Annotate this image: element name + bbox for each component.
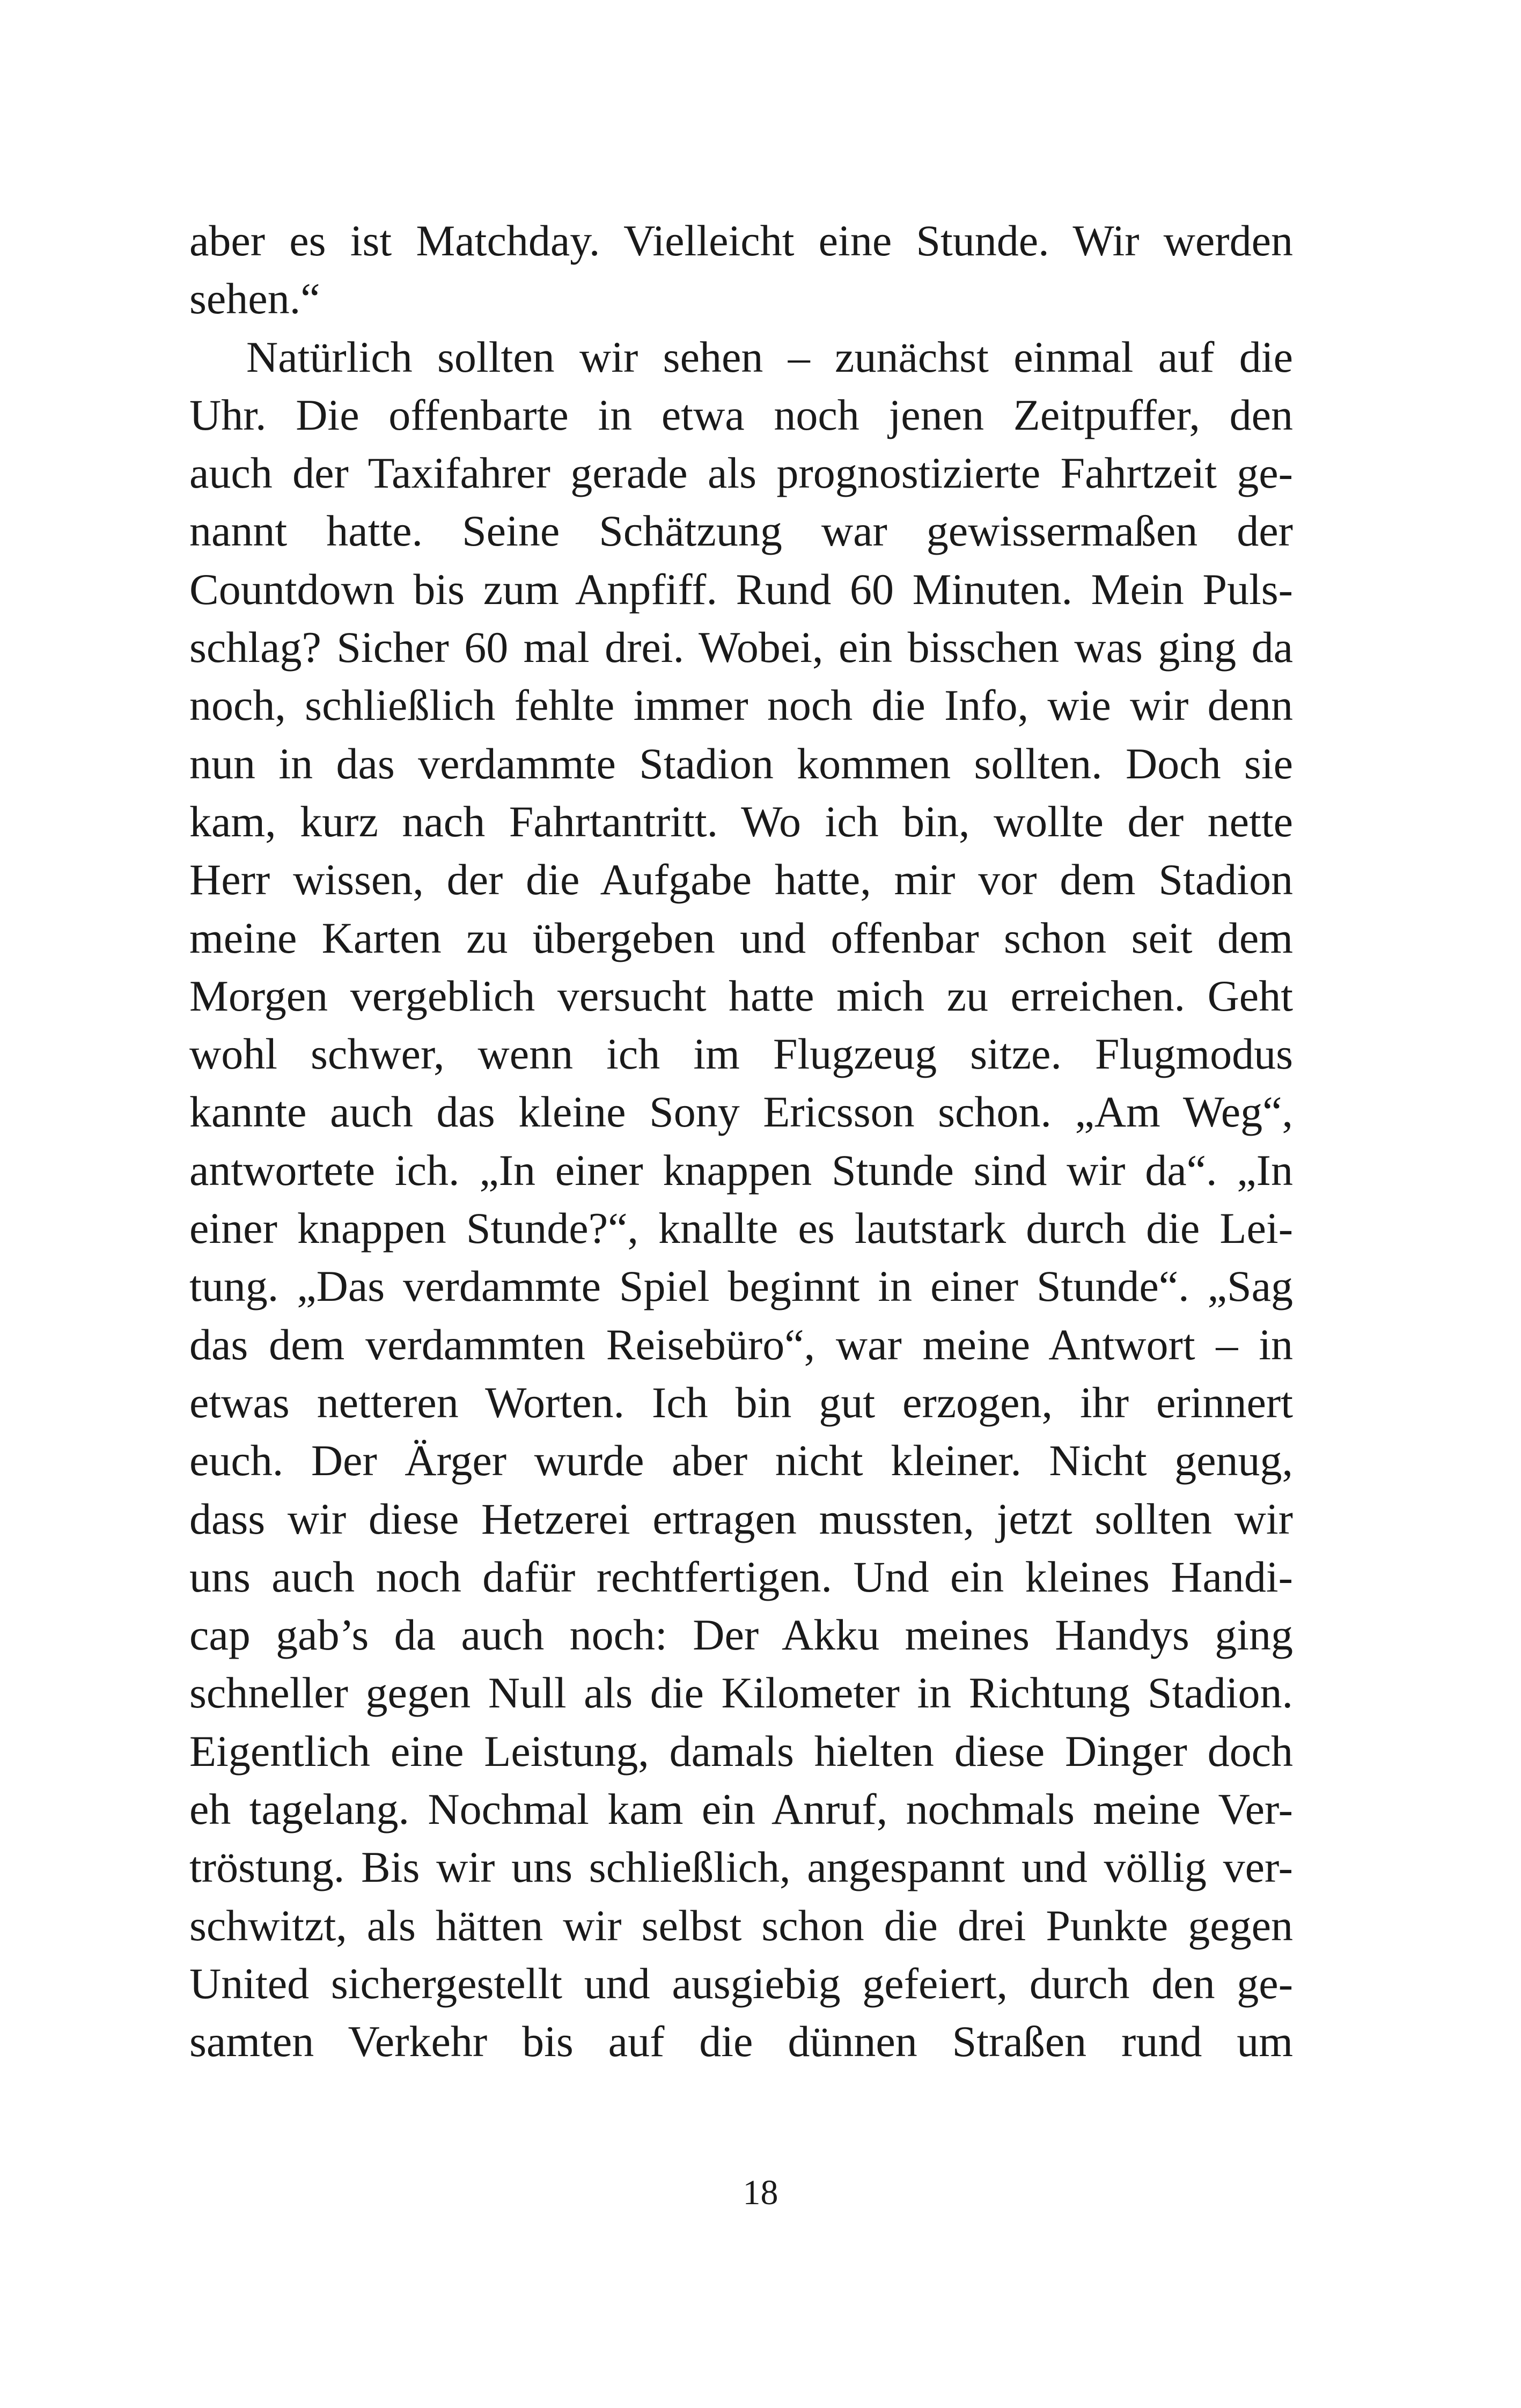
text-line: tung. „Das verdammte Spiel beginnt in einer Stunde“. „Sag (189, 1262, 1293, 1311)
text-line: Countdown bis zum Anpfiff. Rund 60 Minuten. Mein Puls- (189, 564, 1293, 614)
text-line: nun in das verdammte Stadion kommen sollten. Doch sie (189, 739, 1293, 788)
text-line: Uhr. Die offenbarte in etwa noch jenen Zeitpuffer, den (189, 390, 1293, 439)
text-line: Natürlich sollten wir sehen – zunächst einmal auf die (246, 332, 1293, 381)
text-line: euch. Der Ärger wurde aber nicht kleiner. Nicht genug, (189, 1436, 1293, 1485)
text-line: kannte auch das kleine Sony Ericsson schon. „Am Weg“, (189, 1087, 1293, 1137)
text-line: schwitzt, als hätten wir selbst schon die drei Punkte gegen (189, 1901, 1293, 1950)
text-line: schlag? Sicher 60 mal drei. Wobei, ein bisschen was ging da (189, 623, 1293, 672)
body-text (189, 212, 1293, 2071)
text-line: kam, kurz nach Fahrtantritt. Wo ich bin, wollte der nette (189, 797, 1293, 846)
text-line: schneller gegen Null als die Kilometer in Richtung Stadion. (189, 1668, 1293, 1718)
text-line: nannt hatte. Seine Schätzung war gewissermaßen der (189, 506, 1293, 556)
text-line: sehen.“ (189, 274, 320, 323)
text-line: etwas netteren Worten. Ich bin gut erzogen, ihr erinnert (189, 1378, 1293, 1427)
text-line: das dem verdammten Reisebüro“, war meine Antwort – in (189, 1320, 1293, 1369)
text-line: tröstung. Bis wir uns schließlich, angespannt und völlig ver- (189, 1843, 1293, 1892)
text-line: eh tagelang. Nochmal kam ein Anruf, nochmals meine Ver- (189, 1785, 1293, 1834)
text-line: noch, schließlich fehlte immer noch die Info, wie wir denn (189, 681, 1293, 730)
text-line: Morgen vergeblich versucht hatte mich zu erreichen. Geht (189, 971, 1293, 1020)
text-line: meine Karten zu übergeben und offenbar schon seit dem (189, 913, 1293, 962)
text-line: uns auch noch dafür rechtfertigen. Und ein kleines Handi- (189, 1552, 1293, 1601)
text-line: dass wir diese Hetzerei ertragen mussten, jetzt sollten wir (189, 1494, 1293, 1543)
text-line: United sichergestellt und ausgiebig gefeiert, durch den ge- (189, 1958, 1293, 2008)
text-line: einer knappen Stunde?“, knallte es lautstark durch die Lei- (189, 1204, 1293, 1253)
text-line: samten Verkehr bis auf die dünnen Straßen rund um (189, 2017, 1293, 2066)
text-line: wohl schwer, wenn ich im Flugzeug sitze. Flugmodus (189, 1029, 1293, 1079)
text-line: cap gab’s da auch noch: Der Akku meines Handys ging (189, 1610, 1293, 1660)
page-number: 18 (743, 2173, 778, 2212)
text-line: Herr wissen, der die Aufgabe hatte, mir vor dem Stadion (189, 855, 1293, 904)
text-line: aber es ist Matchday. Vielleicht eine Stunde. Wir werden (189, 216, 1293, 265)
text-line: antwortete ich. „In einer knappen Stunde sind wir da“. „In (189, 1145, 1293, 1195)
text-line: Eigentlich eine Leistung, damals hielten diese Dinger doch (189, 1726, 1293, 1776)
text-line: auch der Taxifahrer gerade als prognostizierte Fahrtzeit ge- (189, 448, 1293, 498)
